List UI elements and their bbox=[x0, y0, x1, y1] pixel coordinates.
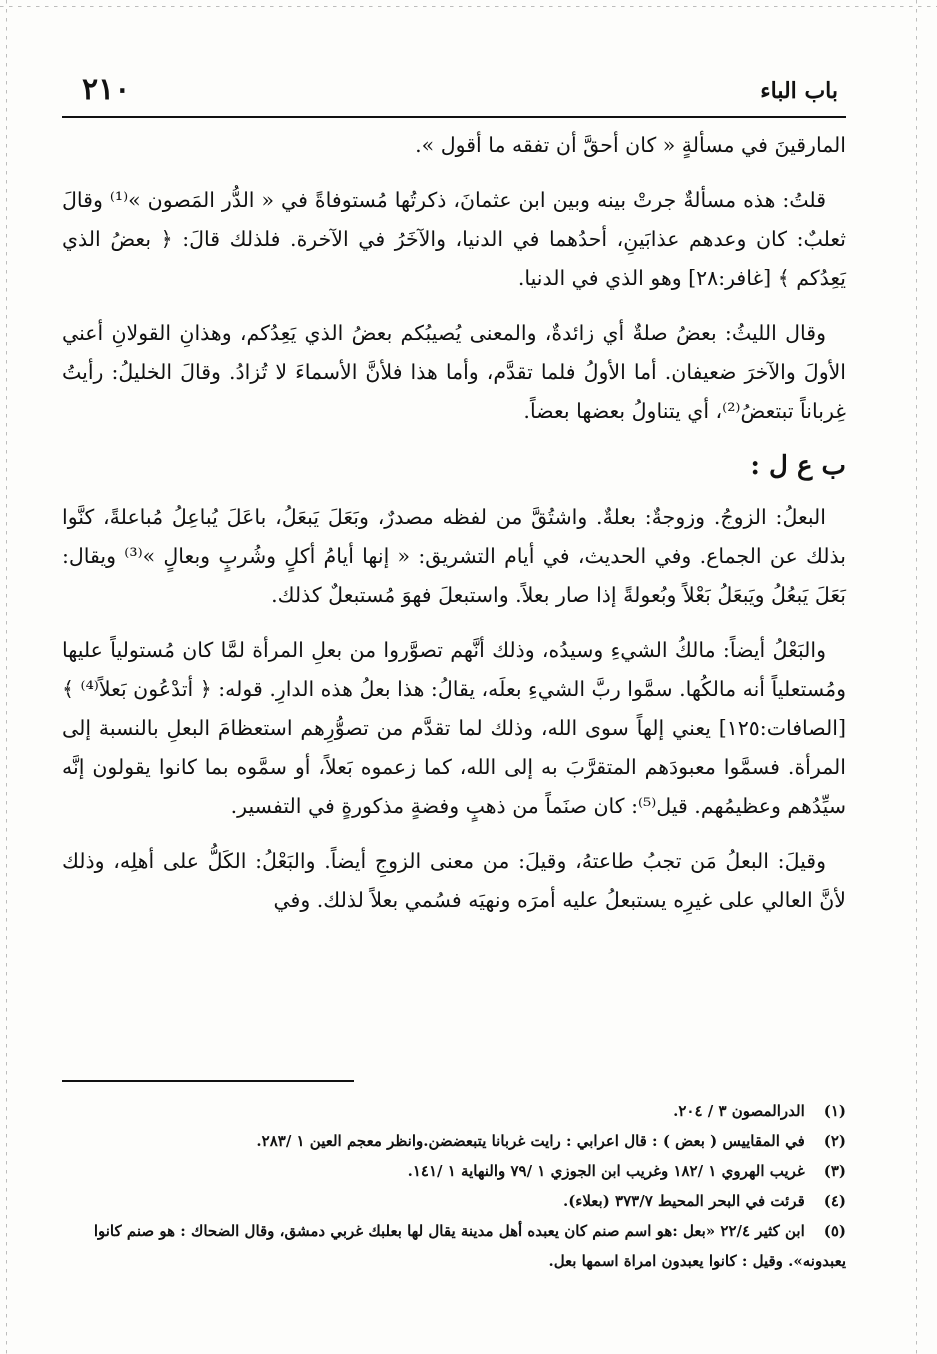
footnotes bbox=[62, 1096, 846, 1276]
footnote bbox=[62, 1126, 846, 1156]
scan-border-left bbox=[6, 0, 7, 1354]
footnote-rule bbox=[62, 1080, 354, 1082]
paragraph: البعلُ: الزوجُ. وزوجةٌ: بعلةٌ. واشتُقَّ من لفظه مصدرٌ، وبَعَلَ يَبعَلُ، باعَلَ يُباعِلُ مُباعلةً، كنَّوا بذلك عن الجماع. وفي الحديث، في أيام التشريق: « إنها أيامُ أكلٍ وشُربٍ وبعالٍ »⁽³⁾ ويقال: بَعَلَ يَبعُلُ ويَبعَلُ بَعْلاً وبُعولةً إذا صار بعلاً. واستبعلَ فهوَ مُستبعلٌ كذلك. bbox=[62, 505, 846, 607]
paragraph: والبَعْلُ أيضاً: مالكُ الشيءِ وسيدُه، وذلك أنَّهم تصوَّروا من بعلِ المرأة لمَّا كان مُستولياً عليها ومُستعلياً أنه مالكُها. سمَّوا ربَّ الشيءِ بعلَه، يقالُ: هذا بعلُ هذه الدارِ. قوله: ﴿ أتدْعُون بَعلاً⁽⁴⁾ ﴾ [الصافات:١٢٥] يعني إلهاً سوى الله، وذلك لما تقدَّم من تصوُّرِهم استعظامَ البعلِ بالنسبة إلى المرأة. فسمَّوا معبودَهم المتقرَّبَ به إلى الله، كما زعموه بَعلاً، أو سمَّوه بما كانوا يقولون إنَّه سيِّدُهم وعظيمُهم. قيل⁽⁵⁾: كان صنَماً من ذهبٍ وفضةٍ مذكورةٍ في التفسير. bbox=[62, 638, 846, 818]
footnote-number: (٣) bbox=[823, 1162, 846, 1180]
footnote-text: قرئت في البحر المحيط ٣٧٣/٧ (بعلاء). bbox=[562, 1192, 805, 1210]
main-text bbox=[62, 126, 846, 936]
footnote bbox=[62, 1156, 846, 1186]
footnote-text: الدرالمصون ٣ / ٢٠٤. bbox=[673, 1102, 805, 1120]
scan-border-top bbox=[0, 6, 937, 7]
footnote-number: (١) bbox=[823, 1102, 846, 1120]
page-number: ٢١٠ bbox=[82, 72, 131, 107]
paragraph: قلتُ: هذه مسألةٌ جرتْ بينه وبين ابن عثمانَ، ذكرتُها مُستوفاةً في « الدُّر المَصون »⁽¹⁾ وقالَ ثعلبٌ: كان وعدهم عذابَينِ، أحدُهما في الدنيا، والآخَرُ في الآخرة. فلذلك قالَ: ﴿ بعضُ الذي يَعِدُكم ﴾ [غافر:٢٨] وهو الذي في الدنيا. bbox=[62, 188, 846, 290]
root-heading: ب ع ل : bbox=[750, 451, 846, 481]
chapter-title: باب الباء bbox=[760, 78, 838, 104]
footnote-number: (٤) bbox=[823, 1192, 846, 1210]
footnote-number: (٢) bbox=[823, 1132, 846, 1150]
footnote-text: ابن كثير ٢٢/٤ «بعل :هو اسم صنم كان يعبده أهل مدينة يقال لها بعلبك غربي دمشق، وقال الضحاك : هو صنم كانوا يعبدونه». وقيل : كانوا يعبدون امراة اسمها بعل. bbox=[93, 1222, 846, 1270]
paragraph: المارقينَ في مسألةٍ « كان أحقَّ أن تفقه ما أقول ». bbox=[415, 133, 846, 157]
footnote-text: غريب الهروي ١ /١٨٢ وغريب ابن الجوزي ١ /٧٩ والنهاية ١ /١٤١. bbox=[407, 1162, 805, 1180]
paragraph: وقيلَ: البعلُ مَن تجبُ طاعتهُ، وقيلَ: من معنى الزوجِ أيضاً. والبَعْلُ: الكَلُّ على أهلِه، وذلك لأنَّ العالي على غيرِه يستبعلُ عليه أمرَه ونهيَه فسُمي بعلاً لذلك. وفي bbox=[62, 849, 846, 912]
footnote bbox=[62, 1186, 846, 1216]
scan-border-right bbox=[916, 0, 917, 1354]
header-rule bbox=[62, 116, 846, 118]
footnote bbox=[62, 1096, 846, 1126]
footnote bbox=[62, 1216, 846, 1276]
paragraph: وقال الليثُ: بعضُ صلةٌ أي زائدةٌ، والمعنى يُصيبُكم بعضُ الذي يَعِدُكم، وهذانِ القولانِ أعني الأولَ والآخرَ ضعيفان. أما الأولُ فلما تقدَّم، وأما هذا فلأنَّ الأسماءَ لا تُزادُ. وقالَ الخليلُ: رأيتُ غِرباناً تبتعضُ⁽²⁾، أي يتناولُ بعضها بعضاً. bbox=[62, 321, 846, 423]
running-header bbox=[62, 72, 846, 114]
footnote-number: (٥) bbox=[823, 1222, 846, 1240]
footnote-text: في المقاييس ( بعض ) : قال اعرابي : رايت غربانا يتبعضضن.وانظر معجم العين ١ /٢٨٣. bbox=[256, 1132, 805, 1150]
